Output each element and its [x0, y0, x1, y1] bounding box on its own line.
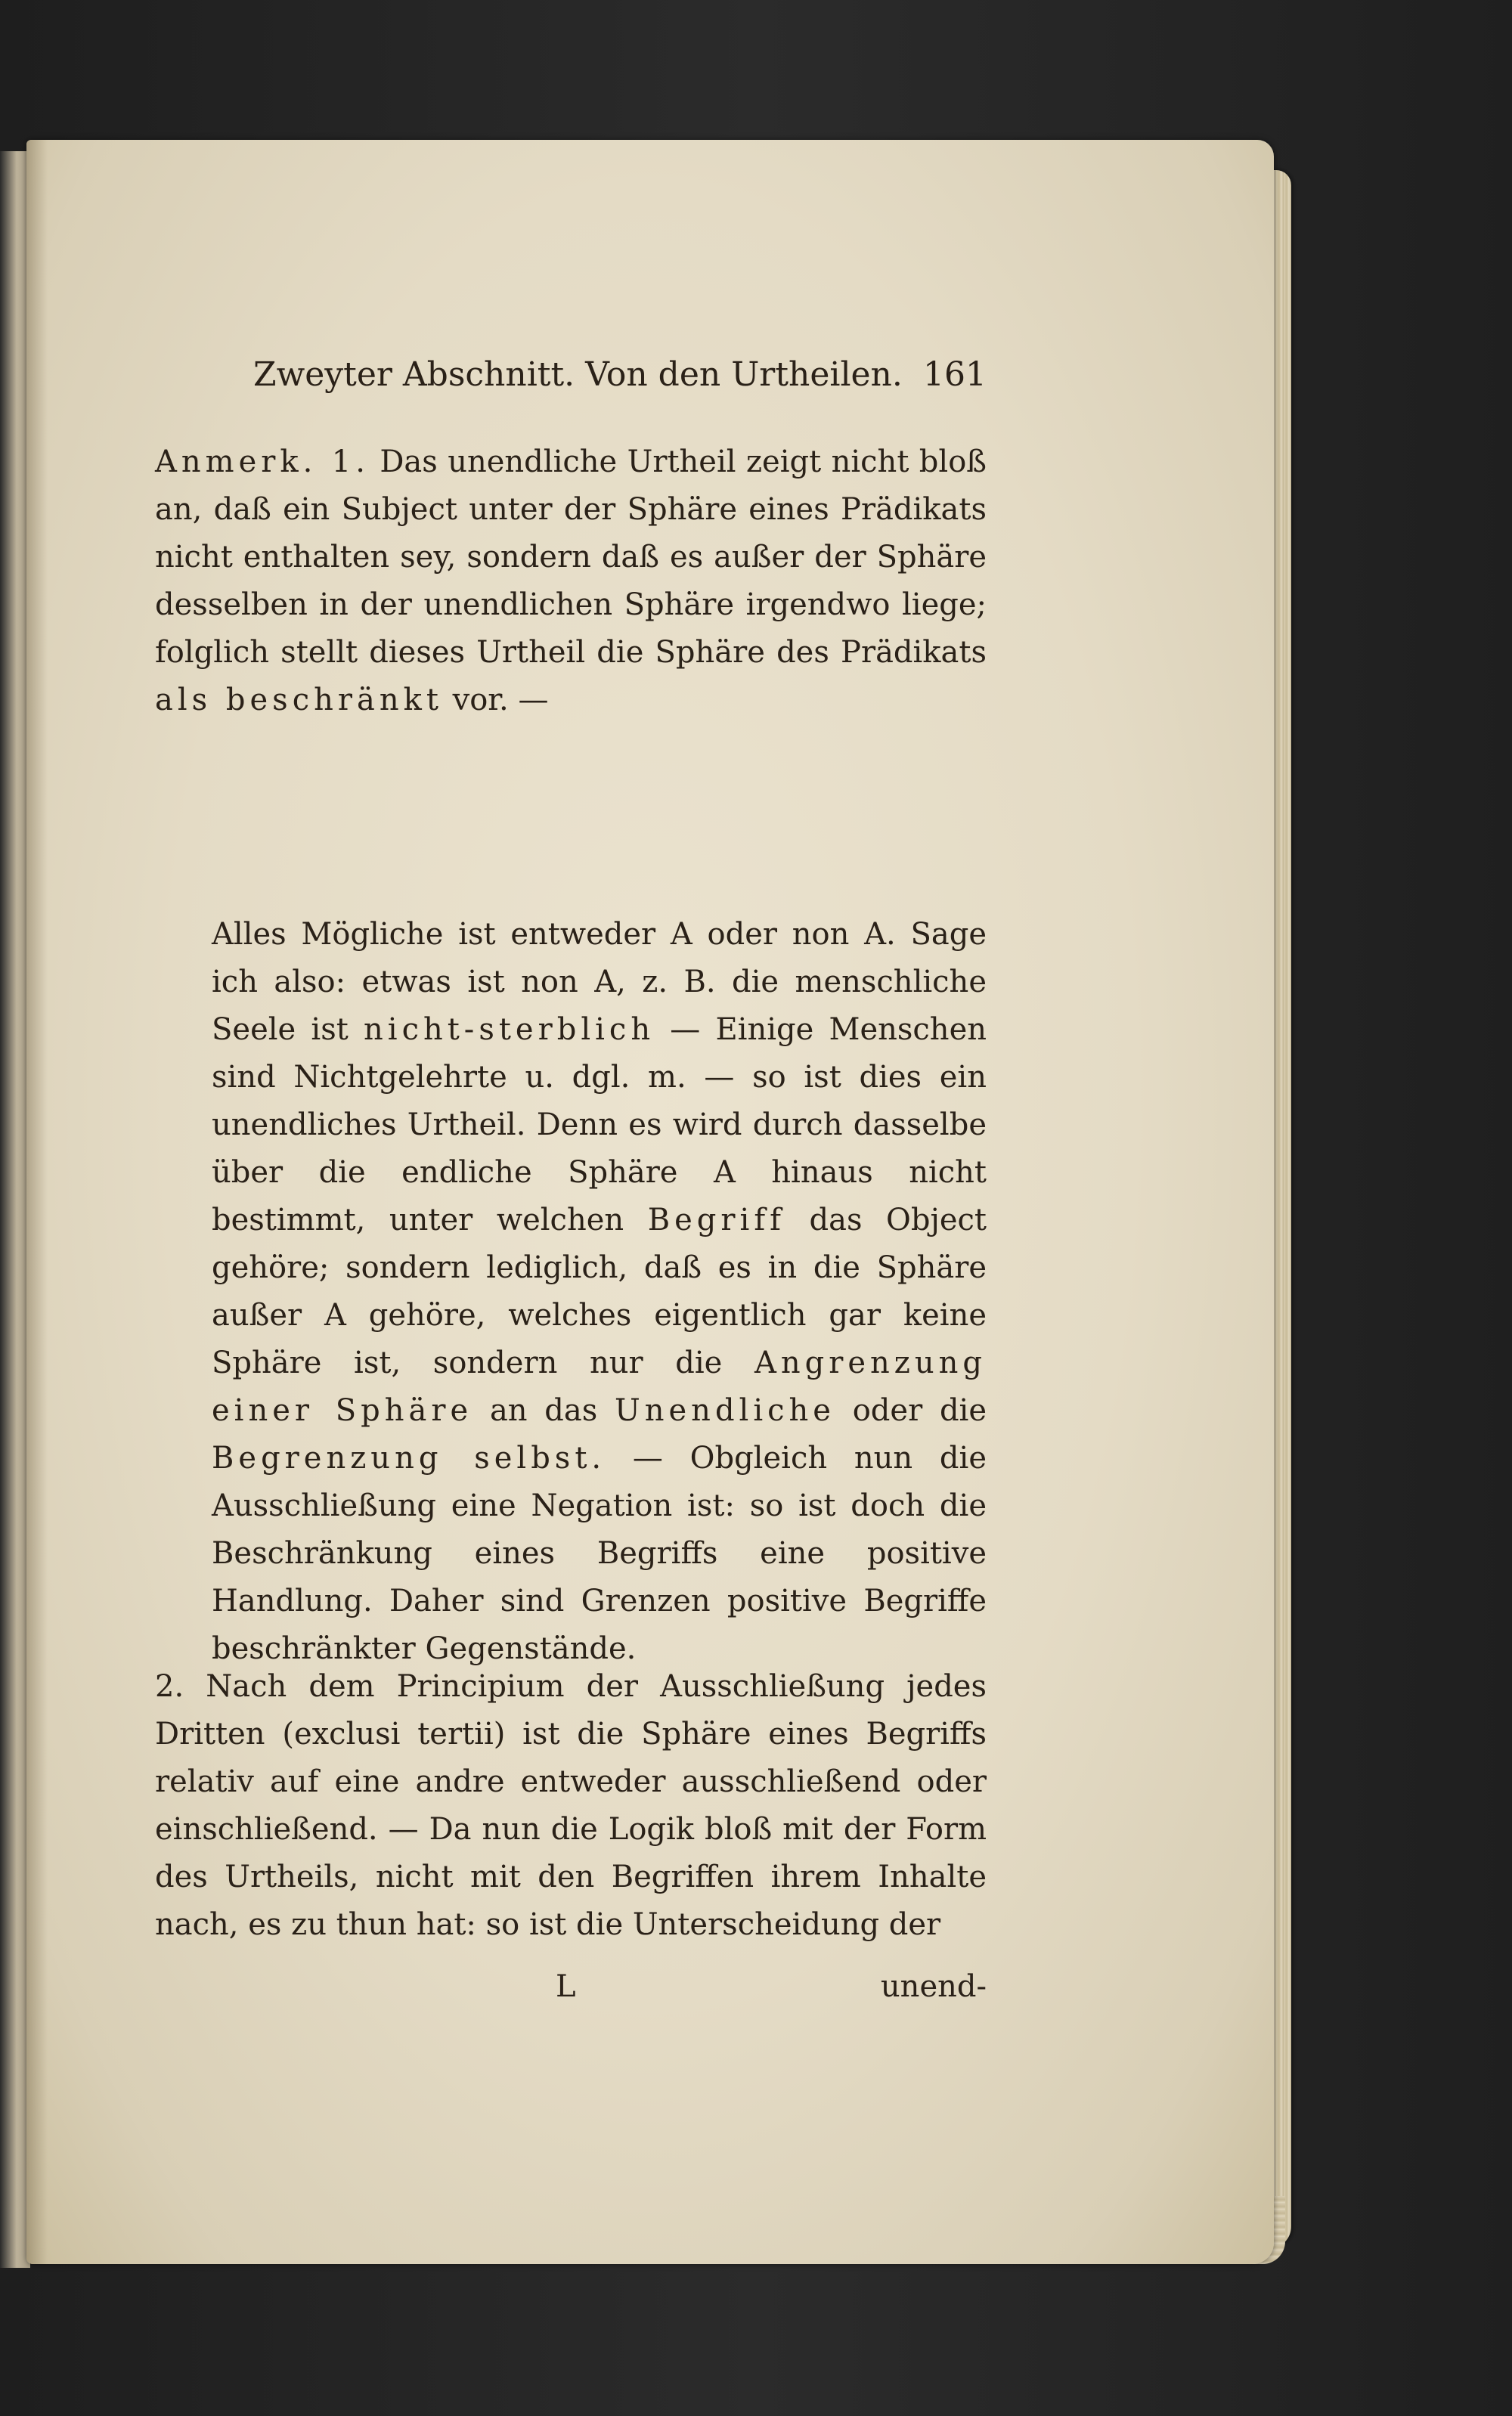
main-text-4: an das [489, 1393, 598, 1428]
note-1-label: Anmerk. 1. [155, 444, 370, 479]
main-paragraph [212, 911, 987, 1673]
note-2-paragraph [155, 1663, 987, 1949]
main-text-3: das Object gehöre; sondern lediglich, daß es in die Sphäre außer A gehöre, welches eigentlich gar keine Sphäre ist, sondern nur die [212, 1203, 987, 1380]
note-1-emphasis: als beschränkt [155, 683, 443, 717]
main-emphasis-2: Begriff [647, 1203, 785, 1237]
catchword: unend- [880, 1969, 987, 2004]
main-emphasis-4: Unendliche [615, 1393, 835, 1428]
main-text-1: Alles Mögliche ist entweder A oder non A. Sage ich also: etwas ist non A, z. B. die menschliche Seele ist [212, 917, 987, 1047]
book-page [26, 140, 1274, 2264]
running-head-title: Zweyter Abschnitt. Von den Urtheilen. [253, 355, 903, 394]
note-1-text-a: Das unendliche Urtheil zeigt nicht bloß an, daß ein Subject unter der Sphäre eines Prädikats nicht enthalten sey, sondern daß es außer der Sphäre desselben in der unendlichen Sphäre irgendwo liege; folglich stellt dieses Urtheil die Sphäre des Prädikats [155, 444, 987, 670]
main-text-2: — Einige Menschen sind Nichtgelehrte u. dgl. m. — so ist dies ein unendliches Urtheil. Denn es wird durch dasselbe über die endliche Sphäre A hinaus nicht bestimmt, unter welchen [212, 1012, 987, 1237]
main-text-6: — Obgleich nun die Ausschließung eine Negation ist: so ist doch die Beschränkung eines Begriffs eine positive Handlung. Daher sind Grenzen positive Begriffe beschränkter Gegenstände. [212, 1441, 987, 1666]
page-number: 161 [923, 355, 987, 394]
main-emphasis-3: Angrenzung einer Sphäre [212, 1346, 987, 1428]
note-2-latin: (exclusi tertii) [282, 1717, 506, 1752]
main-emphasis-5: Begrenzung selbst. [212, 1441, 606, 1476]
note-1-text-b: vor. — [452, 683, 549, 717]
note-1-paragraph [155, 438, 987, 724]
note-2-text-2: ist die Sphäre eines Begriffs relativ auf eine andre entweder ausschließend oder einschließend. — Da nun die Logik bloß mit der Form des Urtheils, nicht mit den Begriffen ihrem Inhalte nach, es zu thun hat: so ist die Unterscheidung der [155, 1717, 987, 1942]
main-text-5: oder die [852, 1393, 987, 1428]
signature-mark: L [556, 1969, 576, 2004]
catchline [155, 1969, 987, 2015]
note-2-text-1: Nach dem Principium der Ausschließung jedes Dritten [155, 1669, 987, 1752]
note-2-label: 2. [155, 1669, 184, 1704]
running-head [155, 355, 987, 408]
main-emphasis-1: nicht-sterblich [364, 1012, 655, 1047]
page-gutter [26, 140, 48, 2264]
previous-page-edge [0, 151, 30, 2268]
